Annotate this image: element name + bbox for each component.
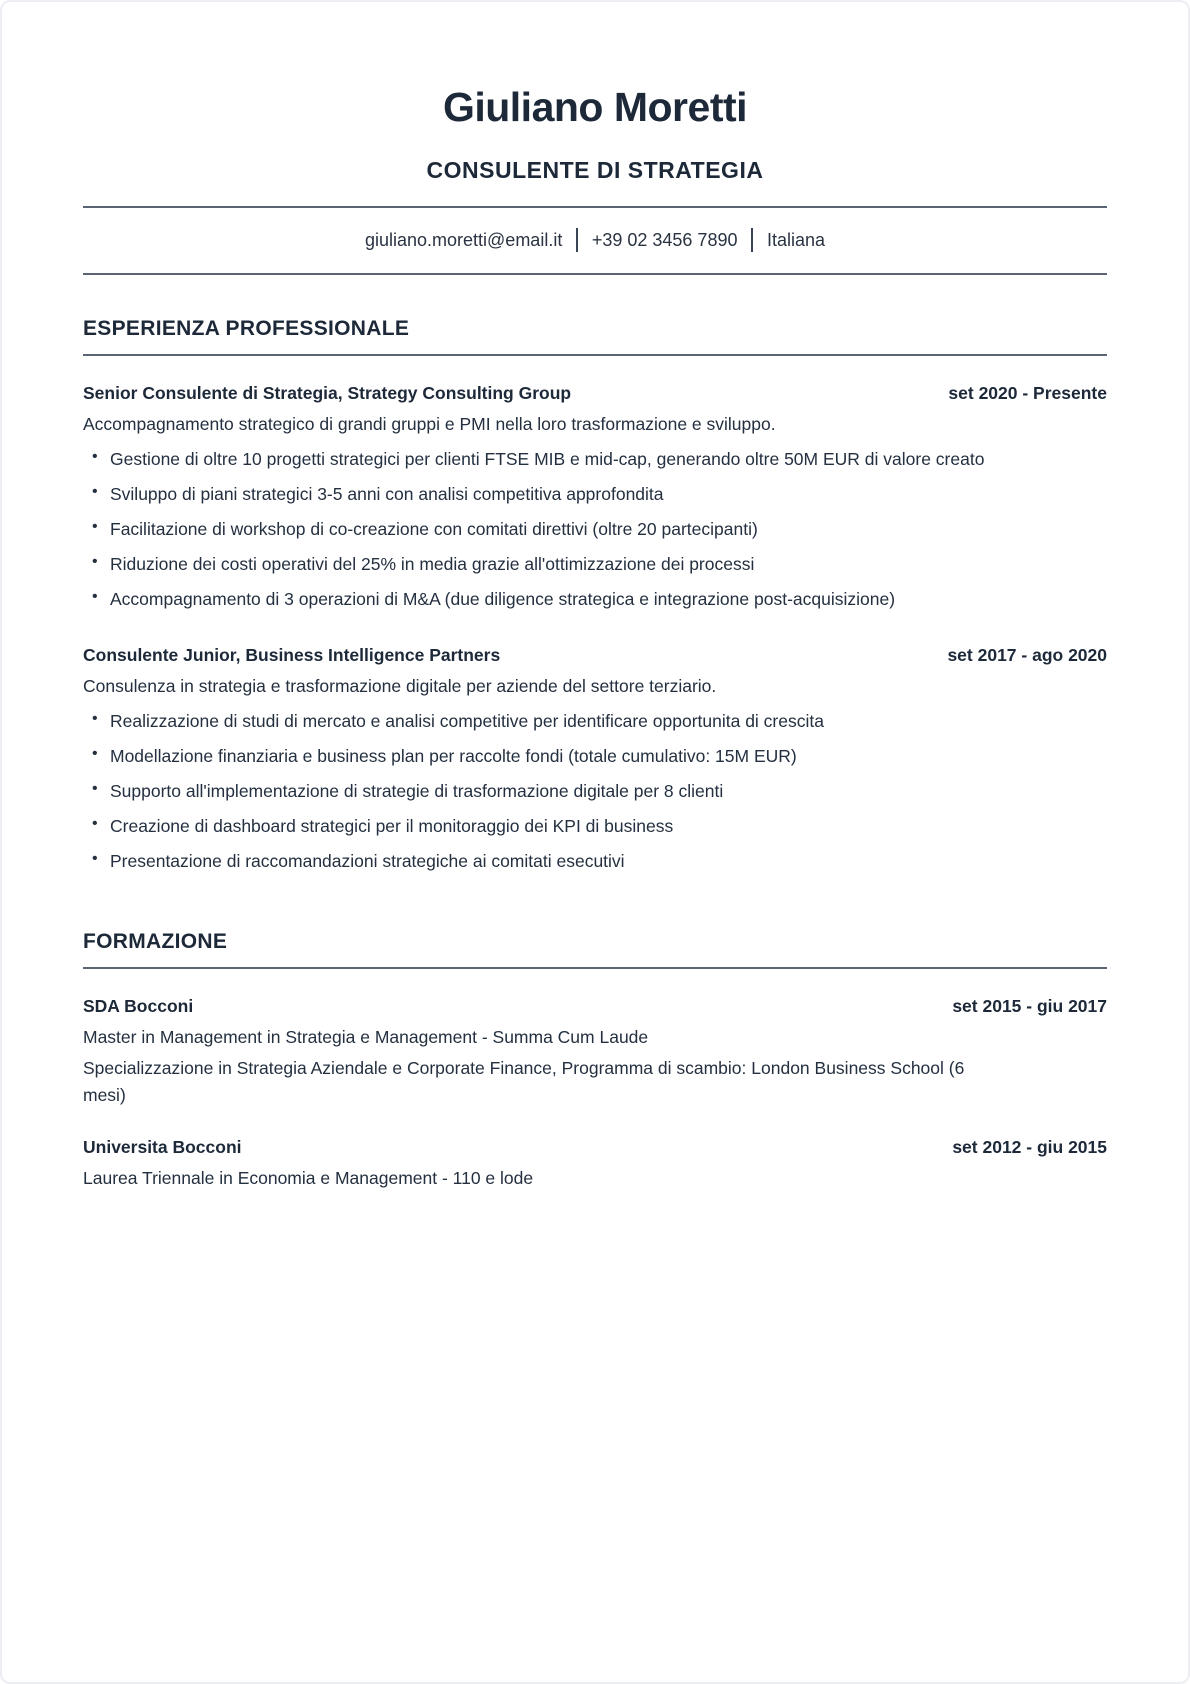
- contact-nationality: Italiana: [766, 229, 826, 250]
- job-bullet: • Supporto all'implementazione di strategie di trasformazione digitale per 8 clienti: [83, 778, 1107, 804]
- education-school: Universita Bocconi: [83, 1137, 242, 1158]
- education-degree: Laurea Triennale in Economia e Management - 110 e lode: [83, 1168, 534, 1189]
- section-heading-experience: ESPERIENZA PROFESSIONALE: [83, 317, 1107, 356]
- job-entry: [83, 645, 1107, 874]
- job-bullet: • Facilitazione di workshop di co-creazione con comitati direttivi (oltre 20 partecipanti): [83, 516, 1107, 542]
- section-heading-education: FORMAZIONE: [83, 930, 1107, 969]
- job-bullet: • Presentazione di raccomandazioni strategiche ai comitati esecutivi: [83, 848, 1107, 874]
- education-header: [83, 1137, 1107, 1158]
- job-bullet: • Realizzazione di studi di mercato e analisi competitive per identificare opportunita di crescita: [83, 708, 1107, 734]
- job-summary: Accompagnamento strategico di grandi gruppi e PMI nella loro trasformazione e sviluppo.: [83, 414, 776, 435]
- job-bullet-list: [83, 446, 1107, 612]
- job-entry: [83, 383, 1107, 612]
- resume-header: [83, 2, 1107, 184]
- job-title: Senior Consulente di Strategia, Strategy Consulting Group: [83, 383, 572, 404]
- job-bullet-list: [83, 708, 1107, 874]
- education-details: Specializzazione in Strategia Aziendale e Corporate Finance, Programma di scambio: London Business School (6 mesi): [83, 1058, 965, 1106]
- job-title: Consulente Junior, Business Intelligence Partners: [83, 645, 501, 666]
- resume-content: [2, 2, 1188, 1191]
- education-degree: Master in Management in Strategia e Management - Summa Cum Laude: [83, 1027, 649, 1048]
- job-bullet: • Creazione di dashboard strategici per il monitoraggio dei KPI di business: [83, 813, 1107, 839]
- person-name: Giuliano Moretti: [442, 84, 748, 130]
- contact-separator: [751, 228, 753, 252]
- education-entry: [83, 996, 1107, 1109]
- section-education: [83, 930, 1107, 1191]
- job-header: [83, 645, 1107, 666]
- job-dates: set 2020 - Presente: [948, 383, 1107, 404]
- education-entry: [83, 1137, 1107, 1191]
- job-dates: set 2017 - ago 2020: [947, 645, 1107, 666]
- contact-separator: [576, 228, 578, 252]
- job-bullet: • Accompagnamento di 3 operazioni di M&A (due diligence strategica e integrazione post-acquisizione): [83, 586, 1107, 612]
- section-experience: [83, 317, 1107, 874]
- education-dates: set 2012 - giu 2015: [952, 1137, 1107, 1158]
- job-bullet: • Riduzione dei costi operativi del 25% in media grazie all'ottimizzazione dei processi: [83, 551, 1107, 577]
- job-header: [83, 383, 1107, 404]
- contact-phone: +39 02 3456 7890: [591, 229, 738, 250]
- contact-row: [83, 208, 1107, 273]
- contact-email: giuliano.moretti@email.it: [364, 229, 563, 250]
- person-role-title: CONSULENTE DI STRATEGIA: [426, 157, 764, 184]
- job-bullet: • Modellazione finanziaria e business plan per raccolte fondi (totale cumulativo: 15M EUR): [83, 743, 1107, 769]
- education-dates: set 2015 - giu 2017: [952, 996, 1107, 1017]
- education-school: SDA Bocconi: [83, 996, 194, 1017]
- header-divider-bottom: [83, 273, 1107, 275]
- education-header: [83, 996, 1107, 1017]
- job-summary: Consulenza in strategia e trasformazione digitale per aziende del settore terziario.: [83, 676, 717, 697]
- job-bullet: • Sviluppo di piani strategici 3-5 anni con analisi competitiva approfondita: [83, 481, 1107, 507]
- job-bullet: • Gestione di oltre 10 progetti strategici per clienti FTSE MIB e mid-cap, generando oltre 50M EUR di valore creato: [83, 446, 1107, 472]
